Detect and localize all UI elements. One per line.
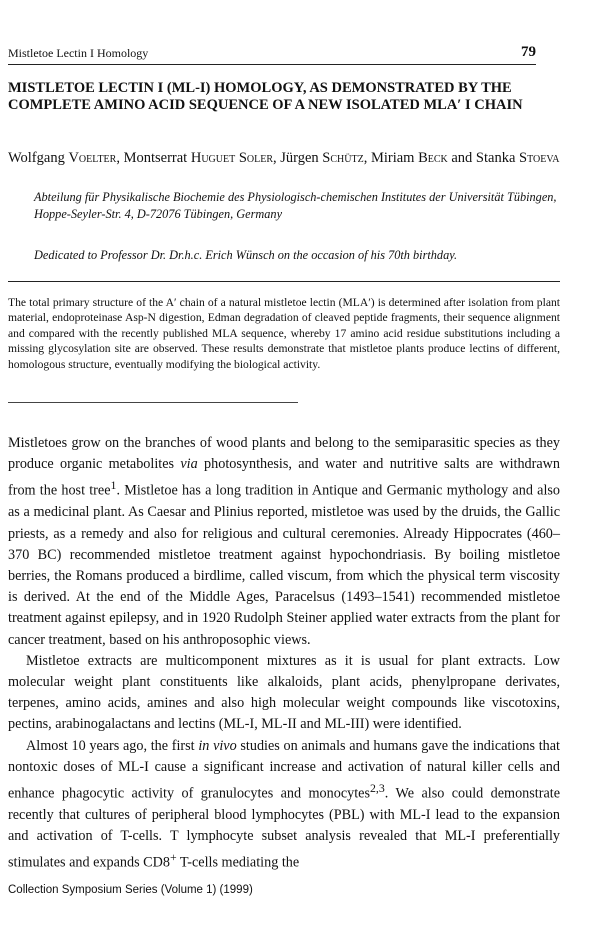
author-given-name: Jürgen [280, 150, 323, 166]
author-surname: Stoeva [519, 150, 560, 166]
reference-superscript: 1 [110, 478, 117, 493]
text-run: T-cells mediating the [176, 855, 300, 872]
running-head: Mistletoe Lectin I Homology [8, 46, 536, 65]
text-run: studies on animals and humans gave the indications that nontoxic doses of ML-I cause a significant increase and activation of natural killer cells and enhance phagocytic activity of granulocytes and monocytes [8, 737, 560, 802]
text-run: Mistletoe extracts are multicomponent mixtures as it is usual for plant extracts. Low molecular weight plant constituents like alkaloids, plant acids, phenylpropane derivates, terpenes, amino acids, amines and also high molecular weight compounds like viscotoxins, pectins, arabinogalactans and lectins (ML-I, ML-II and ML-III) were identified. [8, 652, 560, 733]
affiliation: Abteilung für Physikalische Biochemie des Physiologisch-chemischen Institutes der Universität Tübingen, Hoppe-Seyler-Str. 4, D-72076 Tübingen, Germany [34, 190, 557, 221]
author-surname: Beck [418, 150, 448, 166]
paragraph-2 [8, 651, 560, 736]
footer-series: Collection Symposium Series (Volume 1) (1999) [8, 884, 253, 896]
body-text [8, 433, 560, 874]
author-given-name: Wolfgang [8, 150, 69, 166]
text-run: . Mistletoe has a long tradition in Antique and Germanic mythology and also as a medicinal plant. As Caesar and Plinius reported, mistletoe was used by the druids, the Gallic priests, as a remedy and also for religious and cultural ceremonies. Already Hippocrates (460–370 BC) recommended mistletoe treatment against hypochondriasis. By boiling mistletoe berries, the Romans produced a birdlime, called viscum, from which the physical term viscosity is derived. At the end of the Middle Ages, Paracelsus (1493–1541) recommended mistletoe treatment against epilepsy, and in 1920 Rudolph Steiner applied water extracts from the plant for cancer treatment, based on his anthroposophic views. [8, 483, 560, 648]
author-list: Wolfgang Voelter, Montserrat Huguet Soler, Jürgen Schütz, Miriam Beck and Stanka Stoeva [8, 150, 560, 166]
author-surname: Voelter [68, 150, 117, 166]
abstract-bottom-rule [8, 402, 298, 403]
author-surname: Schütz [322, 150, 364, 166]
dedication: Dedicated to Professor Dr. Dr.h.c. Erich Wünsch on the occasion of his 70th birthday. [34, 248, 458, 262]
author-given-name: Montserrat [123, 150, 191, 166]
text-run: Mistletoes grow on the branches of wood plants and belong to the semiparasitic species as they produce organic metabolites [8, 435, 560, 473]
text-run: photosynthesis, and water and nutritive salts are withdrawn from the host tree [8, 456, 560, 500]
article-title: MISTLETOE LECTIN I (ML-I) HOMOLOGY, AS DEMONSTRATED BY THE COMPLETE AMINO ACID SEQUENCE OF A NEW ISOLATED MLA′ I CHAIN [8, 80, 523, 113]
page-number: 79 [521, 44, 536, 60]
reference-superscript: 2,3 [370, 780, 385, 795]
author-given-name: Miriam [370, 150, 419, 166]
abstract-top-rule [8, 281, 560, 282]
italic-term: in vivo [198, 737, 237, 754]
abstract: The total primary structure of the A′ chain of a natural mistletoe lectin (MLA′) is determined after isolation from plant material, endoproteinase Asp-N digestion, Edman degradation of cleaved peptide fragments, their sequence alignment and compared with the recently published MLA sequence, whereby 17 amino acid residue substitutions including a missing glycosylation site are observed. These results demonstrate that mistletoe plants produce lectins of different, homologous structure, eventually modifying the biological activity. [8, 296, 560, 371]
author-given-name: Stanka [475, 150, 520, 166]
paragraph-3 [8, 736, 560, 875]
reference-superscript: + [169, 850, 177, 865]
text-run: Almost 10 years ago, the first [26, 737, 199, 754]
text-run: . We also could demonstrate recently that cultures of peripheral blood lymphocytes (PBL) with ML-I lead to the expansion and activation of T-cells. T lymphocyte subset analysis revealed that ML-I preferentially stimulates and expands CD8 [8, 785, 560, 872]
italic-term: via [180, 456, 198, 473]
author-surname: Huguet Soler [190, 150, 273, 166]
paragraph-1 [8, 433, 560, 651]
